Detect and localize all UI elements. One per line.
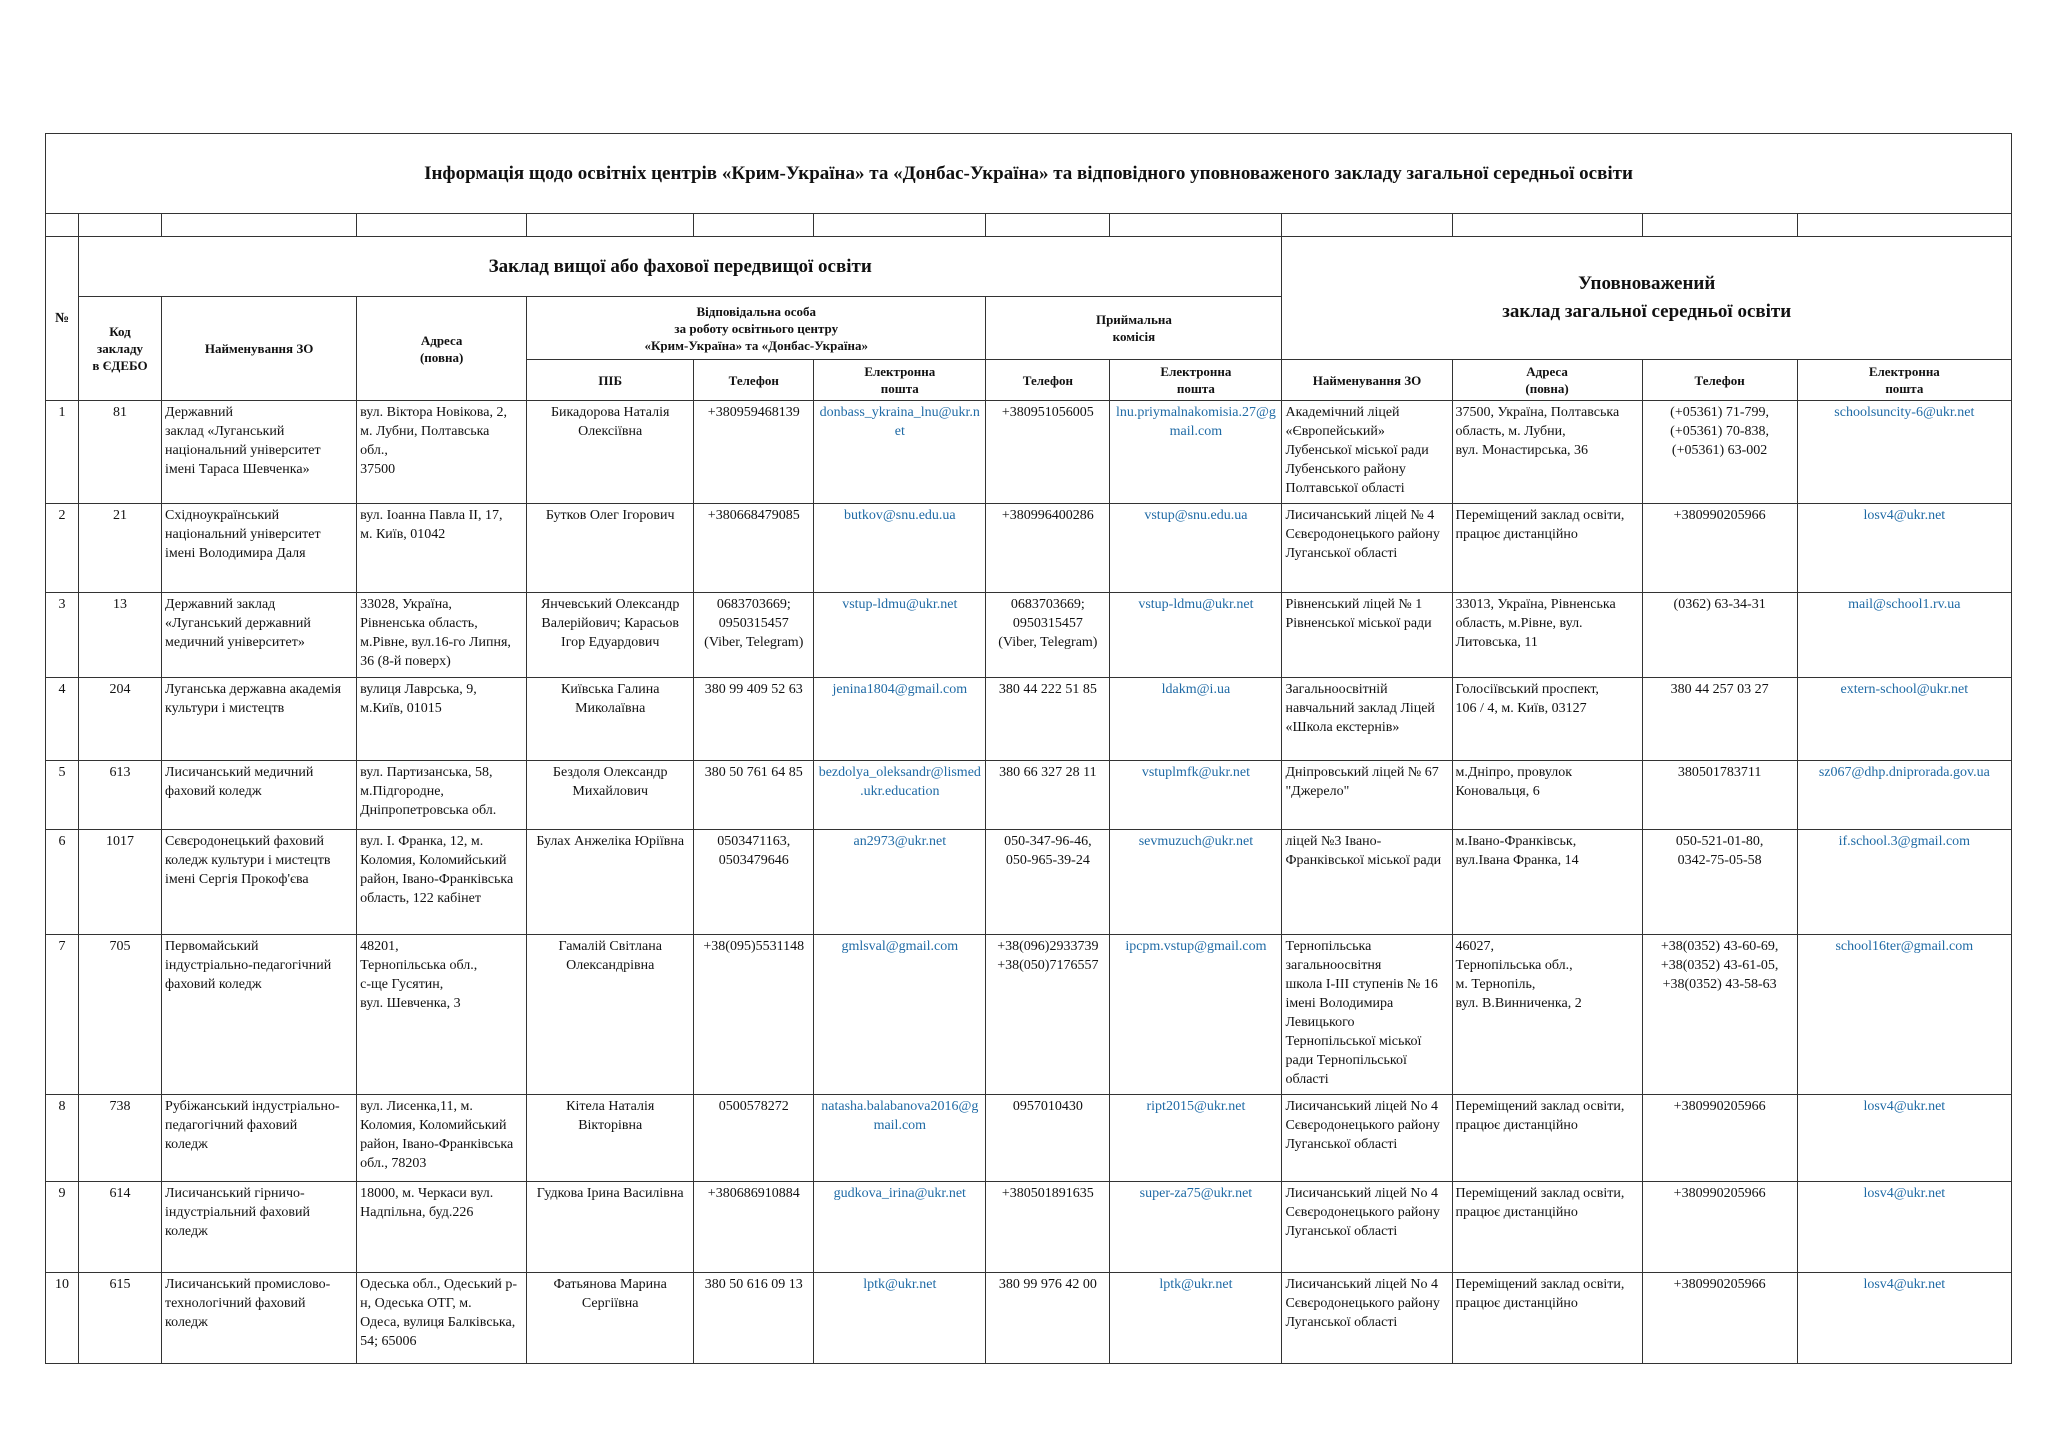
admission-email-link[interactable]: ipcpm.vstup@gmail.com bbox=[1110, 935, 1282, 1095]
school-phone: +380990205966 bbox=[1642, 1182, 1797, 1273]
row-number: 1 bbox=[46, 401, 79, 504]
school-email-link[interactable]: losv4@ukr.net bbox=[1797, 504, 2011, 593]
institution-address: вул. Іоанна Павла ІІ, 17, м. Київ, 01042 bbox=[357, 504, 527, 593]
edebo-code: 13 bbox=[79, 593, 162, 678]
responsible-email-link[interactable]: gudkova_irina@ukr.net bbox=[814, 1182, 986, 1273]
institution-name: Лисичанський гірничо- індустріальний фаховий коледж bbox=[162, 1182, 357, 1273]
responsible-email-link[interactable]: butkov@snu.edu.ua bbox=[814, 504, 986, 593]
admission-phone: +380501891635 bbox=[986, 1182, 1110, 1273]
institution-address: 33028, Україна, Рівненська область, м.Рівне, вул.16-го Липня, 36 (8-й поверх) bbox=[357, 593, 527, 678]
row-number: 7 bbox=[46, 935, 79, 1095]
school-phone: +380990205966 bbox=[1642, 504, 1797, 593]
admission-email-link[interactable]: super-za75@ukr.net bbox=[1110, 1182, 1282, 1273]
header-school-name: Найменування ЗО bbox=[1282, 360, 1452, 401]
institution-name: Рубіжанський індустріально- педагогічний фаховий коледж bbox=[162, 1095, 357, 1182]
responsible-email-link[interactable]: natasha.balabanova2016@gmail.com bbox=[814, 1095, 986, 1182]
responsible-email-link[interactable]: jenina1804@gmail.com bbox=[814, 678, 986, 761]
header-name: Найменування ЗО bbox=[162, 297, 357, 401]
header-address: Адреса (повна) bbox=[357, 297, 527, 401]
responsible-person: Бездоля Олександр Михайлович bbox=[527, 761, 694, 830]
institution-name: Луганська державна академія культури і мистецтв bbox=[162, 678, 357, 761]
admission-email-link[interactable]: lnu.priymalnakomisia.27@gmail.com bbox=[1110, 401, 1282, 504]
school-name: ліцей №3 Івано- Франківської міської ради bbox=[1282, 830, 1452, 935]
school-address: м.Дніпро, провулок Коновальця, 6 bbox=[1452, 761, 1642, 830]
row-number: 10 bbox=[46, 1273, 79, 1364]
admission-phone: 0957010430 bbox=[986, 1095, 1110, 1182]
admission-phone: 380 44 222 51 85 bbox=[986, 678, 1110, 761]
school-email-link[interactable]: if.school.3@gmail.com bbox=[1797, 830, 2011, 935]
responsible-person: Гамалій Світлана Олександрівна bbox=[527, 935, 694, 1095]
row-number: 3 bbox=[46, 593, 79, 678]
school-email-link[interactable]: school16ter@gmail.com bbox=[1797, 935, 2011, 1095]
school-name: Рівненський ліцей № 1 Рівненської міської ради bbox=[1282, 593, 1452, 678]
institution-address: вул. І. Франка, 12, м. Коломия, Коломийський район, Івано-Франківська область, 122 кабінет bbox=[357, 830, 527, 935]
table-row bbox=[46, 830, 2012, 935]
edebo-code: 614 bbox=[79, 1182, 162, 1273]
school-phone: 380 44 257 03 27 bbox=[1642, 678, 1797, 761]
school-email-link[interactable]: losv4@ukr.net bbox=[1797, 1273, 2011, 1364]
school-email-link[interactable]: schoolsuncity-6@ukr.net bbox=[1797, 401, 2011, 504]
responsible-phone: +38(095)5531148 bbox=[694, 935, 814, 1095]
edebo-code: 738 bbox=[79, 1095, 162, 1182]
school-address: Переміщений заклад освіти, працює дистанційно bbox=[1452, 1095, 1642, 1182]
admission-phone: +380951056005 bbox=[986, 401, 1110, 504]
school-phone: (+05361) 71-799, (+05361) 70-838, (+05361) 63-002 bbox=[1642, 401, 1797, 504]
school-name: Лисичанський ліцей № 4 Сєвєродонецького району Луганської області bbox=[1282, 504, 1452, 593]
school-email-link[interactable]: sz067@dhp.dniprorada.gov.ua bbox=[1797, 761, 2011, 830]
responsible-person: Янчевський Олександр Валерійович; Карасьов Ігор Едуардович bbox=[527, 593, 694, 678]
school-phone: (0362) 63-34-31 bbox=[1642, 593, 1797, 678]
edebo-code: 204 bbox=[79, 678, 162, 761]
row-number: 6 bbox=[46, 830, 79, 935]
header-num: № bbox=[46, 237, 79, 401]
header-school-address: Адреса (повна) bbox=[1452, 360, 1642, 401]
responsible-phone: 380 50 761 64 85 bbox=[694, 761, 814, 830]
responsible-person: Гудкова Ірина Василівна bbox=[527, 1182, 694, 1273]
edebo-code: 705 bbox=[79, 935, 162, 1095]
school-phone: 380501783711 bbox=[1642, 761, 1797, 830]
row-number: 2 bbox=[46, 504, 79, 593]
school-email-link[interactable]: mail@school1.rv.ua bbox=[1797, 593, 2011, 678]
edebo-code: 81 bbox=[79, 401, 162, 504]
header-responsible-person: Відповідальна особа за роботу освітнього центру «Крим-Україна» та «Донбас-Україна» bbox=[527, 297, 986, 360]
school-email-link[interactable]: extern-school@ukr.net bbox=[1797, 678, 2011, 761]
responsible-phone: +380959468139 bbox=[694, 401, 814, 504]
school-name: Тернопільська загальноосвітня школа І-ІІІ ступенів № 16 імені Володимира Левицького Тернопільської міської ради Тернопільської області bbox=[1282, 935, 1452, 1095]
institution-name: Державний заклад «Луганський державний медичний університет» bbox=[162, 593, 357, 678]
admission-email-link[interactable]: lptk@ukr.net bbox=[1110, 1273, 1282, 1364]
responsible-person: Булах Анжеліка Юріївна bbox=[527, 830, 694, 935]
document-title: Інформація щодо освітніх центрів «Крим-Україна» та «Донбас-Україна» та відповідного уповноваженого закладу загальної середньої освіти bbox=[46, 134, 2012, 214]
header-pib: ПІБ bbox=[527, 360, 694, 401]
institution-name: Сєвєродонецький фаховий коледж культури і мистецтв імені Сергія Прокоф'єва bbox=[162, 830, 357, 935]
spacer-row bbox=[46, 214, 2012, 237]
admission-phone: 380 99 976 42 00 bbox=[986, 1273, 1110, 1364]
section-authorized-school: Уповноважений заклад загальної середньої освіти bbox=[1282, 237, 2012, 360]
school-phone: 050-521-01-80, 0342-75-05-58 bbox=[1642, 830, 1797, 935]
responsible-phone: 0503471163, 0503479646 bbox=[694, 830, 814, 935]
school-address: м.Івано-Франківськ, вул.Івана Франка, 14 bbox=[1452, 830, 1642, 935]
school-address: 46027, Тернопільська обл., м. Тернопіль, вул. В.Винниченка, 2 bbox=[1452, 935, 1642, 1095]
institution-address: вул. Лисенка,11, м. Коломия, Коломийський район, Івано-Франківська обл., 78203 bbox=[357, 1095, 527, 1182]
responsible-person: Бутков Олег Ігорович bbox=[527, 504, 694, 593]
institution-name: Східноукраїнський національний університет імені Володимира Даля bbox=[162, 504, 357, 593]
responsible-email-link[interactable]: vstup-ldmu@ukr.net bbox=[814, 593, 986, 678]
table-row bbox=[46, 935, 2012, 1095]
school-name: Лисичанський ліцей No 4 Сєвєродонецького району Луганської області bbox=[1282, 1095, 1452, 1182]
responsible-phone: 0500578272 bbox=[694, 1095, 814, 1182]
admission-email-link[interactable]: ript2015@ukr.net bbox=[1110, 1095, 1282, 1182]
responsible-email-link[interactable]: gmlsval@gmail.com bbox=[814, 935, 986, 1095]
header-school-email: Електронна пошта bbox=[1797, 360, 2011, 401]
responsible-email-link[interactable]: bezdolya_oleksandr@lismed.ukr.education bbox=[814, 761, 986, 830]
edebo-code: 21 bbox=[79, 504, 162, 593]
school-address: Переміщений заклад освіти, працює дистанційно bbox=[1452, 1273, 1642, 1364]
admission-email-link[interactable]: sevmuzuch@ukr.net bbox=[1110, 830, 1282, 935]
header-admission-committee: Приймальна комісія bbox=[986, 297, 1282, 360]
table-row bbox=[46, 1095, 2012, 1182]
admission-phone: +380996400286 bbox=[986, 504, 1110, 593]
header-admission-phone: Телефон bbox=[986, 360, 1110, 401]
admission-email-link[interactable]: ldakm@i.ua bbox=[1110, 678, 1282, 761]
admission-phone: 050-347-96-46, 050-965-39-24 bbox=[986, 830, 1110, 935]
school-name: Лисичанський ліцей No 4 Сєвєродонецького району Луганської області bbox=[1282, 1182, 1452, 1273]
school-phone: +380990205966 bbox=[1642, 1273, 1797, 1364]
header-admission-email: Електронна пошта bbox=[1110, 360, 1282, 401]
responsible-person: Кітела Наталія Вікторівна bbox=[527, 1095, 694, 1182]
responsible-person: Бикадорова Наталія Олексіївна bbox=[527, 401, 694, 504]
section-header-row bbox=[46, 237, 2012, 297]
responsible-phone: +380686910884 bbox=[694, 1182, 814, 1273]
school-email-link[interactable]: losv4@ukr.net bbox=[1797, 1095, 2011, 1182]
admission-email-link[interactable]: vstuplmfk@ukr.net bbox=[1110, 761, 1282, 830]
header-email: Електронна пошта bbox=[814, 360, 986, 401]
institution-name: Лисичанський промислово- технологічний фаховий коледж bbox=[162, 1273, 357, 1364]
school-address: 37500, Україна, Полтавська область, м. Лубни, вул. Монастирська, 36 bbox=[1452, 401, 1642, 504]
institution-name: Первомайський індустріально-педагогічний фаховий коледж bbox=[162, 935, 357, 1095]
title-row bbox=[46, 134, 2012, 214]
responsible-phone: 0683703669; 0950315457 (Viber, Telegram) bbox=[694, 593, 814, 678]
edebo-code: 613 bbox=[79, 761, 162, 830]
school-address: 33013, Україна, Рівненська область, м.Рівне, вул. Литовська, 11 bbox=[1452, 593, 1642, 678]
institution-address: вул. Партизанська, 58, м.Підгородне, Дніпропетровська обл. bbox=[357, 761, 527, 830]
table-row bbox=[46, 1182, 2012, 1273]
info-table bbox=[45, 133, 2012, 1364]
admission-email-link[interactable]: vstup@snu.edu.ua bbox=[1110, 504, 1282, 593]
admission-phone: 0683703669; 0950315457 (Viber, Telegram) bbox=[986, 593, 1110, 678]
school-phone: +38(0352) 43-60-69, +38(0352) 43-61-05, +38(0352) 43-58-63 bbox=[1642, 935, 1797, 1095]
institution-name: Лисичанський медичний фаховий коледж bbox=[162, 761, 357, 830]
edebo-code: 615 bbox=[79, 1273, 162, 1364]
row-number: 4 bbox=[46, 678, 79, 761]
responsible-phone: 380 50 616 09 13 bbox=[694, 1273, 814, 1364]
table-row bbox=[46, 761, 2012, 830]
table-row bbox=[46, 504, 2012, 593]
edebo-code: 1017 bbox=[79, 830, 162, 935]
school-name: Дніпровський ліцей № 67 "Джерело" bbox=[1282, 761, 1452, 830]
responsible-person: Київська Галина Миколаївна bbox=[527, 678, 694, 761]
table-row bbox=[46, 678, 2012, 761]
row-number: 9 bbox=[46, 1182, 79, 1273]
institution-address: 18000, м. Черкаси вул. Надпільна, буд.226 bbox=[357, 1182, 527, 1273]
admission-phone: 380 66 327 28 11 bbox=[986, 761, 1110, 830]
header-school-phone: Телефон bbox=[1642, 360, 1797, 401]
responsible-email-link[interactable]: donbass_ykraina_lnu@ukr.net bbox=[814, 401, 986, 504]
institution-address: вулиця Лаврська, 9, м.Київ, 01015 bbox=[357, 678, 527, 761]
school-name: Загальноосвітній навчальний заклад Ліцей «Школа екстернів» bbox=[1282, 678, 1452, 761]
institution-address: Одеська обл., Одеський р- н, Одеська ОТГ, м. Одеса, вулиця Балківська, 54; 65006 bbox=[357, 1273, 527, 1364]
school-phone: +380990205966 bbox=[1642, 1095, 1797, 1182]
responsible-phone: +380668479085 bbox=[694, 504, 814, 593]
table-row bbox=[46, 593, 2012, 678]
school-address: Переміщений заклад освіти, працює дистанційно bbox=[1452, 1182, 1642, 1273]
row-number: 8 bbox=[46, 1095, 79, 1182]
header-phone: Телефон bbox=[694, 360, 814, 401]
table-row bbox=[46, 1273, 2012, 1364]
responsible-phone: 380 99 409 52 63 bbox=[694, 678, 814, 761]
institution-address: вул. Віктора Новікова, 2, м. Лубни, Полтавська обл., 37500 bbox=[357, 401, 527, 504]
school-name: Академічний ліцей «Європейський» Лубенської міської ради Лубенського району Полтавської області bbox=[1282, 401, 1452, 504]
admission-phone: +38(096)2933739 +38(050)7176557 bbox=[986, 935, 1110, 1095]
table-row bbox=[46, 401, 2012, 504]
school-email-link[interactable]: losv4@ukr.net bbox=[1797, 1182, 2011, 1273]
school-address: Голосіївський проспект, 106 / 4, м. Київ, 03127 bbox=[1452, 678, 1642, 761]
responsible-email-link[interactable]: an2973@ukr.net bbox=[814, 830, 986, 935]
institution-name: Державний заклад «Луганський національний університет імені Тараса Шевченка» bbox=[162, 401, 357, 504]
header-code: Код закладу в ЄДЕБО bbox=[79, 297, 162, 401]
school-address: Переміщений заклад освіти, працює дистанційно bbox=[1452, 504, 1642, 593]
institution-address: 48201, Тернопільська обл., с-ще Гусятин, вул. Шевченка, 3 bbox=[357, 935, 527, 1095]
row-number: 5 bbox=[46, 761, 79, 830]
section-higher-education: Заклад вищої або фахової передвищої освіти bbox=[79, 237, 1282, 297]
responsible-email-link[interactable]: lptk@ukr.net bbox=[814, 1273, 986, 1364]
school-name: Лисичанський ліцей No 4 Сєвєродонецького району Луганської області bbox=[1282, 1273, 1452, 1364]
admission-email-link[interactable]: vstup-ldmu@ukr.net bbox=[1110, 593, 1282, 678]
responsible-person: Фатьянова Марина Сергіївна bbox=[527, 1273, 694, 1364]
